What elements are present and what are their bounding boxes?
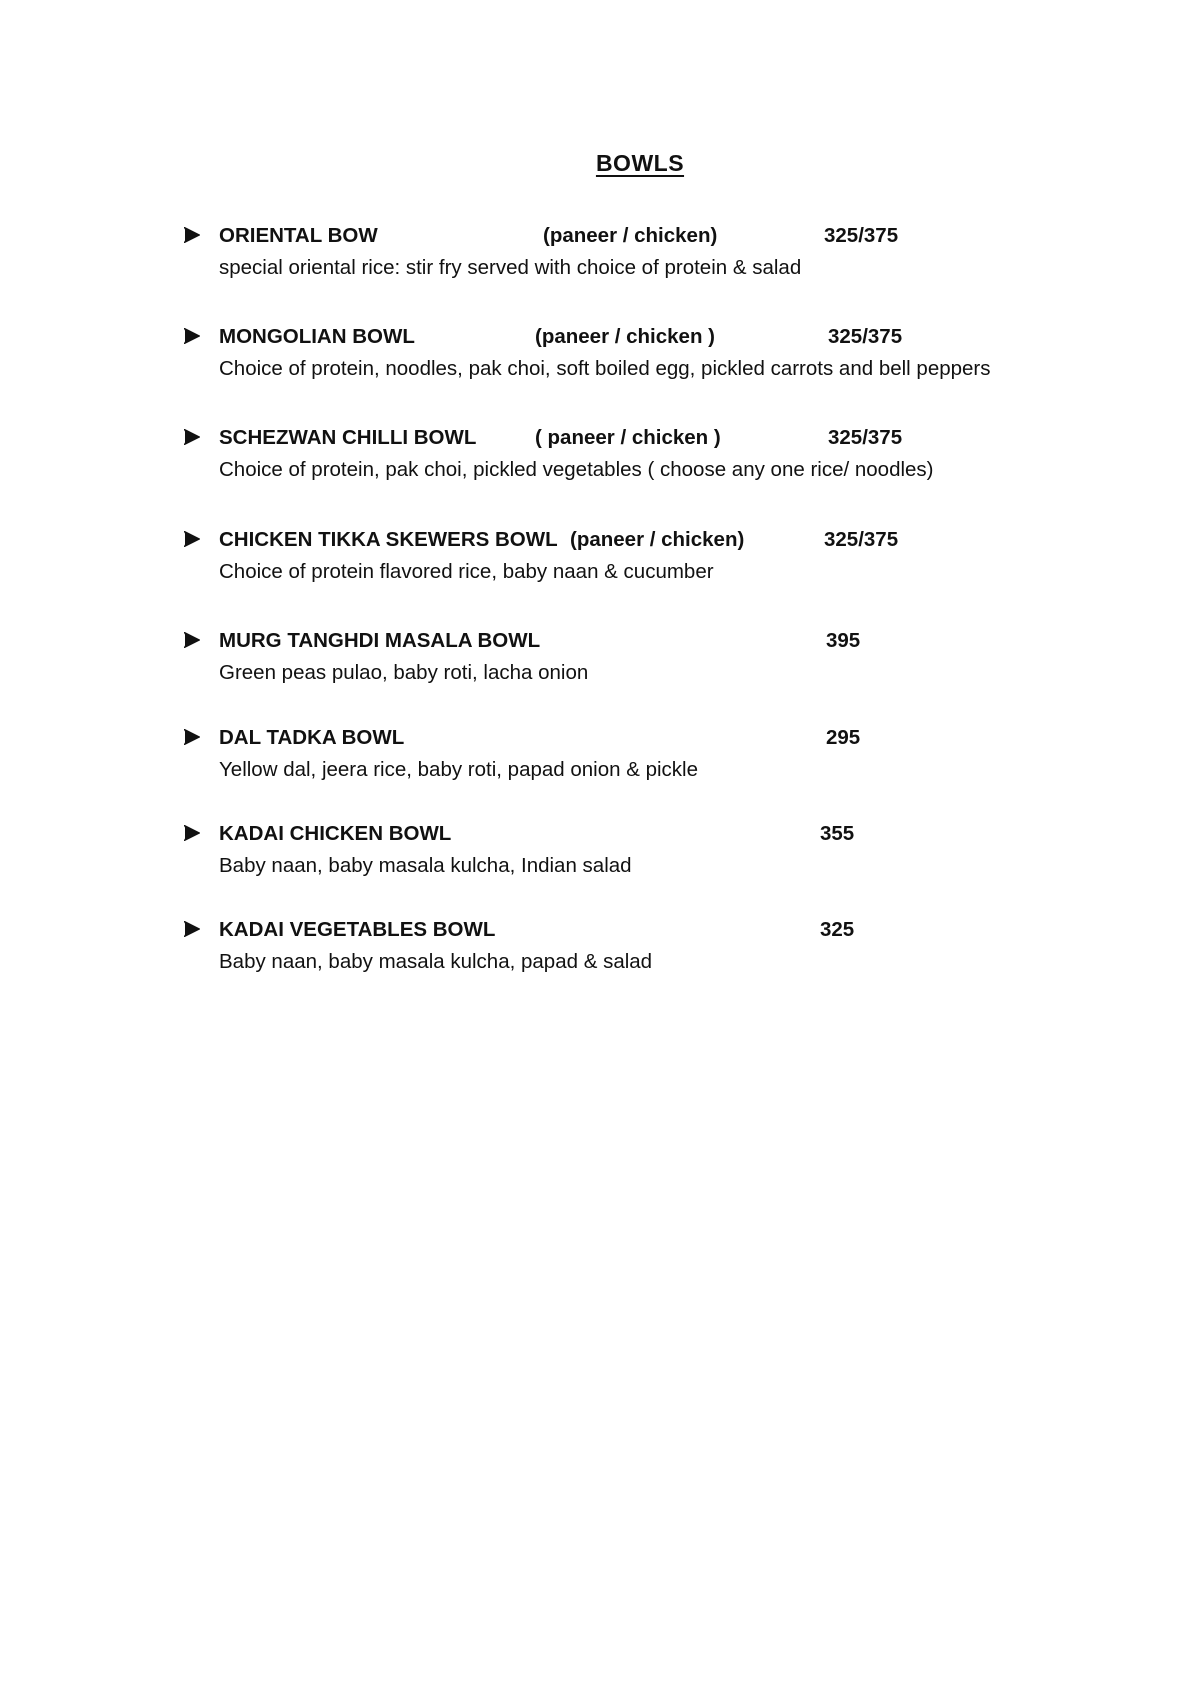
item-price: 355 [820, 822, 855, 845]
item-name: ORIENTAL BOW [219, 224, 378, 247]
item-name: DAL TADKA BOWL [219, 726, 405, 749]
item-name: KADAI VEGETABLES BOWL [219, 918, 496, 941]
arrow-bullet-icon [184, 921, 200, 937]
item-protein-option: (paneer / chicken) [570, 528, 745, 551]
arrow-bullet-icon [184, 227, 200, 243]
arrow-bullet-icon [184, 531, 200, 547]
item-description: Choice of protein flavored rice, baby naan & cucumber [219, 560, 714, 583]
menu-section-title: BOWLS [595, 150, 685, 176]
item-price: 395 [826, 629, 861, 652]
item-price: 325/375 [828, 325, 903, 348]
arrow-bullet-icon [184, 632, 200, 648]
item-price: 325/375 [824, 224, 899, 247]
item-name: MURG TANGHDI MASALA BOWL [219, 629, 541, 652]
menu-item [0, 822, 1200, 892]
item-price: 325/375 [824, 528, 899, 551]
item-name: CHICKEN TIKKA SKEWERS BOWL [219, 528, 558, 551]
item-price: 325/375 [828, 426, 903, 449]
menu-item [0, 528, 1200, 598]
item-price: 295 [826, 726, 861, 749]
menu-item [0, 918, 1200, 988]
item-name: MONGOLIAN BOWL [219, 325, 415, 348]
menu-item [0, 224, 1200, 294]
item-name: SCHEZWAN CHILLI BOWL [219, 426, 477, 449]
item-description: Baby naan, baby masala kulcha, papad & salad [219, 950, 653, 973]
item-protein-option: ( paneer / chicken ) [535, 426, 721, 449]
item-description: special oriental rice: stir fry served with choice of protein & salad [219, 256, 802, 279]
item-name: KADAI CHICKEN BOWL [219, 822, 452, 845]
item-description: Baby naan, baby masala kulcha, Indian salad [219, 854, 632, 877]
menu-item [0, 629, 1200, 699]
item-description: Green peas pulao, baby roti, lacha onion [219, 661, 589, 684]
arrow-bullet-icon [184, 328, 200, 344]
item-price: 325 [820, 918, 855, 941]
arrow-bullet-icon [184, 429, 200, 445]
item-description: Yellow dal, jeera rice, baby roti, papad onion & pickle [219, 758, 699, 781]
menu-item [0, 325, 1200, 395]
menu-item [0, 426, 1200, 496]
arrow-bullet-icon [184, 825, 200, 841]
item-protein-option: (paneer / chicken) [543, 224, 718, 247]
item-description: Choice of protein, noodles, pak choi, soft boiled egg, pickled carrots and bell peppers [219, 357, 991, 380]
arrow-bullet-icon [184, 729, 200, 745]
item-protein-option: (paneer / chicken ) [535, 325, 716, 348]
item-description: Choice of protein, pak choi, pickled vegetables ( choose any one rice/ noodles) [219, 458, 934, 481]
menu-item [0, 726, 1200, 796]
